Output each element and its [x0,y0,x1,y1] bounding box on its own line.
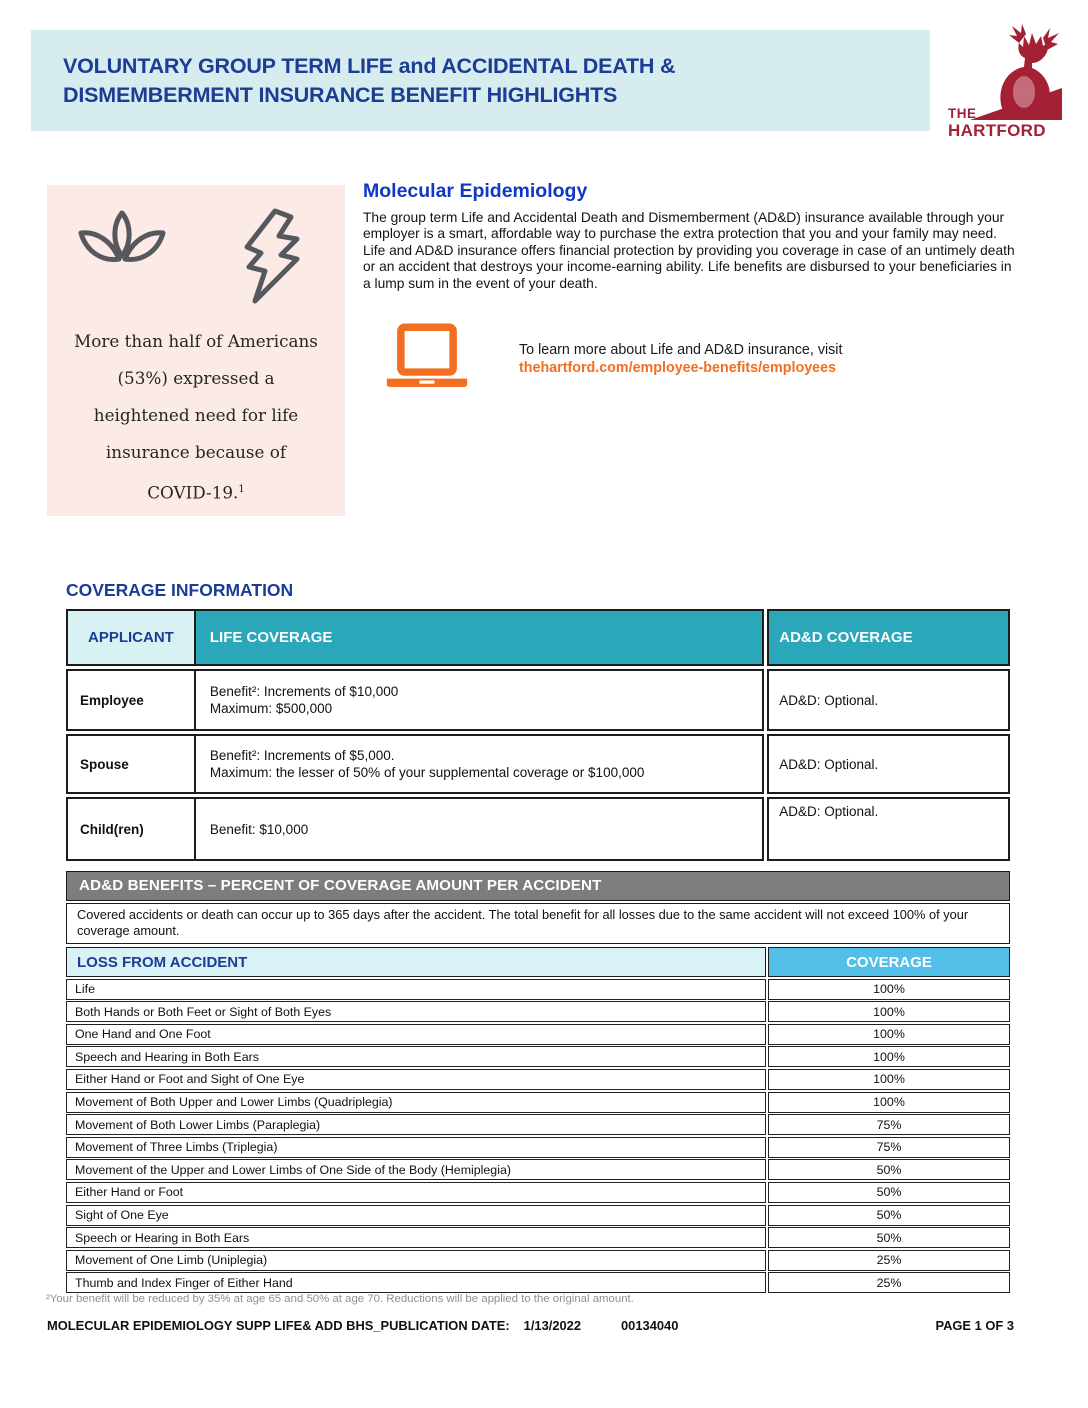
stat-line: heightened need for life [93,405,299,425]
page-number: PAGE 1 OF 3 [935,1318,1014,1333]
table-row [66,1001,1010,1022]
intro-section [363,180,1018,292]
doc-label: MOLECULAR EPIDEMIOLOGY SUPP LIFE& ADD BHS_PUBLICATION DATE: [47,1318,510,1333]
life-maximum-line: Maximum: $500,000 [209,701,333,716]
life-benefit-line: Benefit²: Increments of $5,000. [209,748,395,763]
page-title [63,52,675,109]
table-row [66,1272,1010,1293]
stat-line [47,471,345,512]
hartford-benefits-link[interactable]: thehartford.com/employee-benefits/employees [519,360,836,376]
loss-cell: Speech or Hearing in Both Ears [66,1227,766,1248]
table-row [66,669,1010,731]
loss-cell: Sight of One Eye [66,1205,766,1226]
stat-line: (53%) expressed a [117,368,275,388]
loss-cell: Either Hand or Foot [66,1182,766,1203]
intro-paragraph: The group term Life and Accidental Death and Dismemberment (AD&D) insurance available through your employer is a smart, affordable way to purchase the extra protection that you and your family may need. Life and AD&D insurance offers financial protection by providing you coverage in case of an untimely death or an accident that destroys your income-earning ability. Life benefits are disbursed to your beneficiaries in a lump sum in the event of your death. [363,210,1015,291]
footnote-marker: 1 [238,484,245,495]
table-row [66,1137,1010,1158]
section-heading-coverage-information: COVERAGE INFORMATION [66,580,294,600]
column-header-loss-from-accident: LOSS FROM ACCIDENT [66,947,766,977]
loss-cell: Movement of Both Lower Limbs (Paraplegia) [66,1114,766,1135]
coverage-cell: 50% [768,1227,1010,1248]
life-benefit-line: Benefit²: Increments of $10,000 [209,684,399,699]
table-row [66,1069,1010,1090]
page-title-line2: DISMEMBERMENT INSURANCE BENEFIT HIGHLIGHTS [63,82,618,107]
leaf-icon [71,207,173,293]
stat-icons [47,185,345,307]
coverage-cell: 25% [768,1250,1010,1271]
coverage-cell: 100% [768,1001,1010,1022]
life-benefit-line: Benefit: $10,000 [209,821,309,837]
add-coverage-cell: AD&D: Optional. [767,797,1010,861]
loss-cell: Movement of Three Limbs (Triplegia) [66,1137,766,1158]
logo-text-hartford: HARTFORD [948,121,1046,140]
stat-line: More than half of Americans [74,331,318,351]
page-title-line1: VOLUNTARY GROUP TERM LIFE and ACCIDENTAL DEATH & [63,54,676,79]
loss-cell: Speech and Hearing in Both Ears [66,1046,766,1067]
coverage-cell: 50% [768,1159,1010,1180]
stat-text [47,323,345,512]
coverage-cell: 100% [768,1069,1010,1090]
life-maximum-line: Maximum: the lesser of 50% of your supplemental coverage or $100,000 [209,765,645,780]
loss-cell: Thumb and Index Finger of Either Hand [66,1272,766,1293]
logo-text-the: THE [948,106,977,121]
coverage-cell: 50% [768,1205,1010,1226]
life-coverage-cell [194,797,764,861]
applicant-cell: Child(ren) [66,797,196,861]
header-banner [31,30,930,131]
learn-more-line: To learn more about Life and AD&D insurance, visit [519,342,843,358]
coverage-cell: 100% [768,979,1010,1000]
doc-number: 00134040 [621,1318,679,1333]
table-row [66,1250,1010,1271]
laptop-icon [385,323,469,395]
table-row [66,1024,1010,1045]
table-row [66,1227,1010,1248]
coverage-cell: 100% [768,1046,1010,1067]
stat-line: insurance because of [105,442,287,462]
table-row [66,734,1010,794]
loss-cell: Life [66,979,766,1000]
coverage-cell: 100% [768,1024,1010,1045]
add-coverage-cell: AD&D: Optional. [767,734,1010,794]
coverage-cell: 75% [768,1114,1010,1135]
coverage-table [66,609,1010,864]
column-header-applicant: APPLICANT [66,609,196,666]
loss-table-header-row [66,947,1010,977]
table-row [66,1159,1010,1180]
loss-cell: Either Hand or Foot and Sight of One Eye [66,1069,766,1090]
column-header-life-coverage: LIFE COVERAGE [194,609,764,666]
learn-more-row [385,323,842,395]
table-row [66,1092,1010,1113]
table-row [66,797,1010,861]
table-row [66,1114,1010,1135]
column-header-coverage: COVERAGE [768,947,1010,977]
section-heading-molecular-epidemiology: Molecular Epidemiology [363,180,588,202]
applicant-cell: Spouse [66,734,196,794]
add-benefits-note: Covered accidents or death can occur up to 365 days after the accident. The total benefit for all losses due to the same accident will not exceed 100% of your coverage amount. [66,903,1010,944]
column-header-add-coverage: AD&D COVERAGE [767,609,1010,666]
page-footer [47,1318,1014,1333]
learn-more-text [519,342,842,395]
loss-cell: Movement of One Limb (Uniplegia) [66,1250,766,1271]
coverage-table-header-row [66,609,1010,666]
loss-cell: Both Hands or Both Feet or Sight of Both Eyes [66,1001,766,1022]
loss-cell: Movement of the Upper and Lower Limbs of One Side of the Body (Hemiplegia) [66,1159,766,1180]
add-benefits-section [66,871,1010,1293]
hartford-logo [948,20,1066,141]
loss-cell: Movement of Both Upper and Lower Limbs (Quadriplegia) [66,1092,766,1113]
lightning-icon [241,207,303,307]
add-benefits-bar-title: AD&D BENEFITS – PERCENT OF COVERAGE AMOUNT PER ACCIDENT [66,871,1010,901]
publication-date: 1/13/2022 [523,1318,582,1333]
coverage-cell: 75% [768,1137,1010,1158]
stat-line-covid: COVID-19. [147,482,239,503]
table-row [66,1205,1010,1226]
coverage-cell: 25% [768,1272,1010,1293]
table-row [66,1182,1010,1203]
table-row [66,979,1010,1000]
life-coverage-cell [194,734,764,794]
applicant-cell: Employee [66,669,196,731]
age-reduction-footnote: ²Your benefit will be reduced by 35% at age 65 and 50% at age 70. Reductions will be applied to the original amount. [46,1293,634,1305]
coverage-cell: 100% [768,1092,1010,1113]
loss-cell: One Hand and One Foot [66,1024,766,1045]
coverage-cell: 50% [768,1182,1010,1203]
stat-callout-box [47,185,345,516]
add-coverage-cell: AD&D: Optional. [767,669,1010,731]
life-coverage-cell [194,669,764,731]
table-row [66,1046,1010,1067]
